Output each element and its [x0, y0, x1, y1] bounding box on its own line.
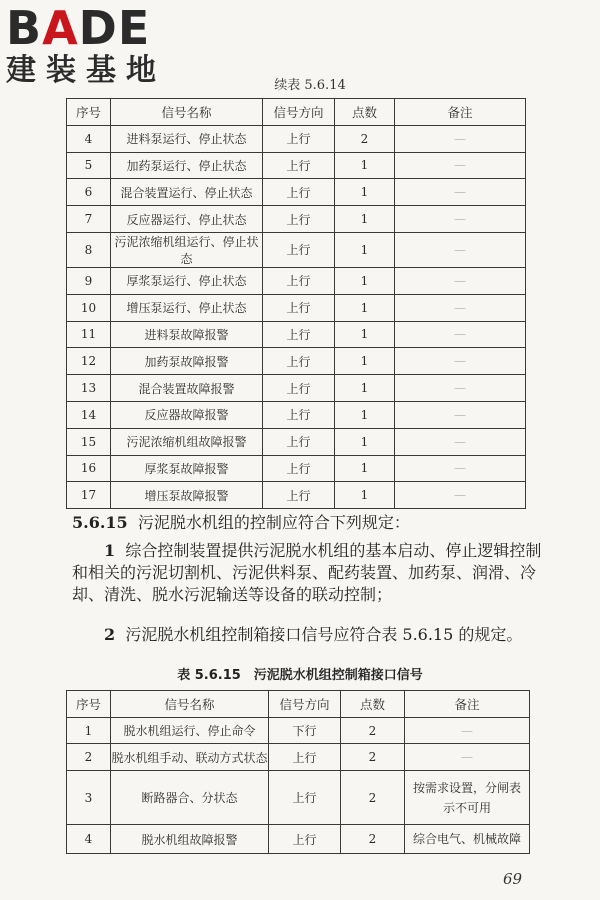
- table-cell: 2: [335, 125, 395, 152]
- table-cell: 污泥浓缩机组运行、停止状态: [111, 232, 263, 267]
- table-cell: —: [395, 401, 526, 428]
- table-row: [67, 321, 526, 348]
- table-cell: 加药泵运行、停止状态: [111, 152, 263, 179]
- column-header: 序号: [67, 99, 111, 126]
- table-cell: 1: [335, 294, 395, 321]
- table-cell: 混合装置运行、停止状态: [111, 179, 263, 206]
- table-row: [67, 232, 526, 267]
- table-cell: 上行: [263, 482, 335, 509]
- column-header: 备注: [395, 99, 526, 126]
- table-cell: 上行: [269, 771, 341, 825]
- column-header: 点数: [341, 691, 405, 718]
- table-cell: 进料泵运行、停止状态: [111, 125, 263, 152]
- column-header: 序号: [67, 691, 111, 718]
- table-row: [67, 771, 530, 825]
- table-row: [67, 455, 526, 482]
- table-cell: 3: [67, 771, 111, 825]
- table-cell: —: [395, 152, 526, 179]
- table-cell: 1: [67, 718, 111, 744]
- table-cell: 11: [67, 321, 111, 348]
- table-row: [67, 744, 530, 771]
- table-cell: 1: [335, 428, 395, 455]
- table-row: [67, 125, 526, 152]
- table-cell: 4: [67, 825, 111, 854]
- logo-subtitle: 建装基地: [6, 53, 166, 88]
- signal-table-5-6-14: [66, 98, 526, 509]
- table-cell: —: [395, 179, 526, 206]
- table-cell: 综合电气、机械故障: [405, 825, 530, 854]
- table-cell: —: [395, 206, 526, 233]
- item-number: 2: [104, 625, 116, 644]
- table-cell: 按需求设置，分闸表示不可用: [405, 771, 530, 825]
- table-cell: 8: [67, 232, 111, 267]
- table-row: [67, 482, 526, 509]
- table-cell: 污泥浓缩机组故障报警: [111, 428, 263, 455]
- table-cell: 断路器合、分状态: [111, 771, 269, 825]
- column-header: 信号名称: [111, 691, 269, 718]
- table-cell: 上行: [263, 348, 335, 375]
- table-row: [67, 428, 526, 455]
- table-cell: 反应器运行、停止状态: [111, 206, 263, 233]
- table-cell: —: [395, 232, 526, 267]
- table-cell: 进料泵故障报警: [111, 321, 263, 348]
- column-header: 点数: [335, 99, 395, 126]
- signal-table-5-6-15: [66, 690, 530, 854]
- clause-text: 污泥脱水机组的控制应符合下列规定：: [137, 513, 410, 532]
- table-cell: 上行: [269, 744, 341, 771]
- table-cell: 9: [67, 267, 111, 294]
- clause-item-1: [72, 540, 542, 606]
- table-row: [67, 294, 526, 321]
- table-row: [67, 206, 526, 233]
- table-cell: 17: [67, 482, 111, 509]
- table-cell: 加药泵故障报警: [111, 348, 263, 375]
- table-cell: 上行: [263, 401, 335, 428]
- table-cell: 1: [335, 375, 395, 402]
- table-cell: —: [395, 428, 526, 455]
- table-cell: 2: [341, 825, 405, 854]
- table-row: [67, 152, 526, 179]
- table-cell: 16: [67, 455, 111, 482]
- logo-wordmark: BADE: [6, 1, 151, 55]
- clause-item-2: [72, 624, 542, 646]
- table-row: [67, 348, 526, 375]
- table-cell: 1: [335, 455, 395, 482]
- table-header-row: [67, 99, 526, 126]
- table-cell: —: [395, 125, 526, 152]
- table-cell: 1: [335, 179, 395, 206]
- column-header: 备注: [405, 691, 530, 718]
- clause-number: 5.6.15: [72, 513, 128, 532]
- table-cell: 12: [67, 348, 111, 375]
- table2-title: 表 5.6.15 污泥脱水机组控制箱接口信号: [177, 668, 423, 683]
- table-cell: 上行: [263, 179, 335, 206]
- table-cell: 上行: [263, 267, 335, 294]
- table-cell: 上行: [263, 321, 335, 348]
- logo: [6, 1, 176, 88]
- table-cell: 2: [341, 744, 405, 771]
- column-header: 信号方向: [269, 691, 341, 718]
- table-cell: 2: [341, 771, 405, 825]
- item-number: 1: [104, 541, 116, 560]
- table-cell: 上行: [263, 232, 335, 267]
- table-cell: 脱水机组手动、联动方式状态: [111, 744, 269, 771]
- table-cell: 厚浆泵运行、停止状态: [111, 267, 263, 294]
- column-header: 信号名称: [111, 99, 263, 126]
- table-cell: —: [405, 744, 530, 771]
- table-row: [67, 179, 526, 206]
- table-cell: —: [395, 348, 526, 375]
- table-cell: 混合装置故障报警: [111, 375, 263, 402]
- table-cell: 上行: [263, 428, 335, 455]
- table-cell: —: [405, 718, 530, 744]
- table-cell: 15: [67, 428, 111, 455]
- table-cell: —: [395, 375, 526, 402]
- table-cell: 上行: [269, 825, 341, 854]
- clause-5-6-15: [72, 512, 542, 534]
- table-row: [67, 825, 530, 854]
- table-row: [67, 401, 526, 428]
- table-cell: 10: [67, 294, 111, 321]
- table-cell: 2: [67, 744, 111, 771]
- column-header: 信号方向: [263, 99, 335, 126]
- table-cell: 反应器故障报警: [111, 401, 263, 428]
- table-cell: 脱水机组故障报警: [111, 825, 269, 854]
- table-cell: 1: [335, 482, 395, 509]
- table-header-row: [67, 691, 530, 718]
- table-cell: 1: [335, 321, 395, 348]
- table-cell: 1: [335, 401, 395, 428]
- table-cell: 上行: [263, 152, 335, 179]
- table-cell: 厚浆泵故障报警: [111, 455, 263, 482]
- table-cell: 上行: [263, 375, 335, 402]
- table-cell: 1: [335, 267, 395, 294]
- page-number: 69: [503, 870, 523, 888]
- table-cell: 1: [335, 348, 395, 375]
- table-cell: 下行: [269, 718, 341, 744]
- table1-title: 续表 5.6.14: [274, 78, 346, 93]
- table-cell: 4: [67, 125, 111, 152]
- table-cell: 1: [335, 206, 395, 233]
- table-cell: —: [395, 267, 526, 294]
- table-cell: 上行: [263, 125, 335, 152]
- table-cell: —: [395, 455, 526, 482]
- table-cell: 13: [67, 375, 111, 402]
- table-cell: 14: [67, 401, 111, 428]
- table-cell: 5: [67, 152, 111, 179]
- table-cell: 7: [67, 206, 111, 233]
- table-cell: 脱水机组运行、停止命令: [111, 718, 269, 744]
- table-row: [67, 375, 526, 402]
- table-cell: —: [395, 294, 526, 321]
- table-cell: 2: [341, 718, 405, 744]
- table-cell: 1: [335, 152, 395, 179]
- table-cell: 上行: [263, 455, 335, 482]
- item-text: 污泥脱水机组控制箱接口信号应符合表 5.6.15 的规定。: [125, 625, 523, 644]
- table-cell: 上行: [263, 294, 335, 321]
- table-cell: 1: [335, 232, 395, 267]
- table-row: [67, 718, 530, 744]
- table-cell: —: [395, 482, 526, 509]
- table-cell: 增压泵运行、停止状态: [111, 294, 263, 321]
- table-cell: 6: [67, 179, 111, 206]
- table-cell: 上行: [263, 206, 335, 233]
- table-cell: —: [395, 321, 526, 348]
- table-row: [67, 267, 526, 294]
- table-cell: 增压泵故障报警: [111, 482, 263, 509]
- item-text: 综合控制装置提供污泥脱水机组的基本启动、停止逻辑控制和相关的污泥切割机、污泥供料泵、配药装置、加药泵、润滑、冷却、清洗、脱水污泥输送等设备的联动控制；: [72, 541, 542, 604]
